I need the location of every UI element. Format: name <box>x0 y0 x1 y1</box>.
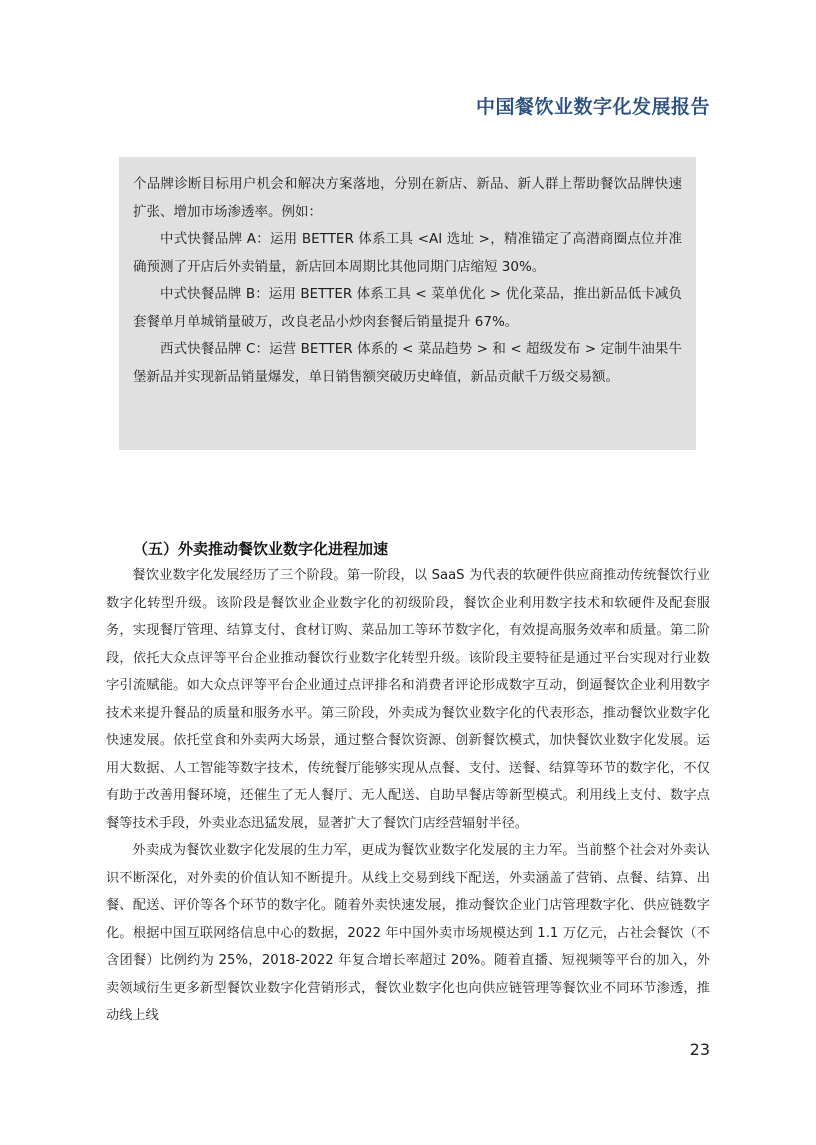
case-study-box <box>119 157 696 450</box>
callout-intro-paragraph: 个品牌诊断目标用户机会和解决方案落地，分别在新店、新品、新人群上帮助餐饮品牌快速扩张、增加市场渗透率。例如： <box>133 176 682 220</box>
section-heading: （五）外卖推动餐饮业数字化进程加速 <box>133 540 389 558</box>
page-number: 23 <box>689 1040 710 1059</box>
callout-case-b: 中式快餐品牌 B：运用 BETTER 体系工具 < 菜单优化 > 优化菜品，推出新品低卡减负套餐单月单城销量破万，改良老品小炒肉套餐后销量提升 67%。 <box>133 286 682 330</box>
callout-case-a: 中式快餐品牌 A：运用 BETTER 体系工具 <AI 选址 >，精准锚定了高潜商圈点位并准确预测了开店后外卖销量，新店回本周期比其他同期门店缩短 30%。 <box>133 231 682 275</box>
section-body <box>106 562 710 1030</box>
body-paragraph-stages: 餐饮业数字化发展经历了三个阶段。第一阶段，以 SaaS 为代表的软硬件供应商推动传统餐饮行业数字化转型升级。该阶段是餐饮业企业数字化的初级阶段，餐饮企业利用数字技术和软硬件及配套服务，实现餐厅管理、结算支付、食材订购、菜品加工等环节数字化，有效提高服务效率和质量。第二阶段，依托大众点评等平台企业推动餐饮行业数字化转型升级。该阶段主要特征是通过平台实现对行业数字引流赋能。如大众点评等平台企业通过点评排名和消费者评论形成数字互动，倒逼餐饮企业利用数字技术来提升餐品的质量和服务水平。第三阶段，外卖成为餐饮业数字化的代表形态，推动餐饮业数字化快速发展。依托堂食和外卖两大场景，通过整合餐饮资源、创新餐饮模式，加快餐饮业数字化发展。运用大数据、人工智能等数字技术，传统餐厅能够实现从点餐、支付、送餐、结算等环节的数字化，不仅有助于改善用餐环境，还催生了无人餐厅、无人配送、自助早餐店等新型模式。利用线上支付、数字点餐等技术手段，外卖业态迅猛发展，显著扩大了餐饮门店经营辐射半径。 <box>106 568 710 831</box>
report-title: 中国餐饮业数字化发展报告 <box>475 96 710 118</box>
body-paragraph-takeaway: 外卖成为餐饮业数字化发展的生力军，更成为餐饮业数字化发展的主力军。当前整个社会对外卖认识不断深化，对外卖的价值认知不断提升。从线上交易到线下配送，外卖涵盖了营销、点餐、结算、出餐、配送、评价等各个环节的数字化。随着外卖快速发展，推动餐饮企业门店管理数字化、供应链数字化。根据中国互联网络信息中心的数据，2022 年中国外卖市场规模达到 1.1 万亿元，占社会餐饮（不含团餐）比例约为 25%，2018-2022 年复合增长率超过 20%。随着直播、短视频等平台的加入，外卖领域衍生更多新型餐饮业数字化营销形式，餐饮业数字化也向供应链管理等餐饮业不同环节渗透，推动线上线 <box>106 843 710 1023</box>
callout-case-c: 西式快餐品牌 C：运营 BETTER 体系的 < 菜品趋势 > 和 < 超级发布 > 定制牛油果牛堡新品并实现新品销量爆发，单日销售额突破历史峰值，新品贡献千万级交易额。 <box>133 341 682 385</box>
